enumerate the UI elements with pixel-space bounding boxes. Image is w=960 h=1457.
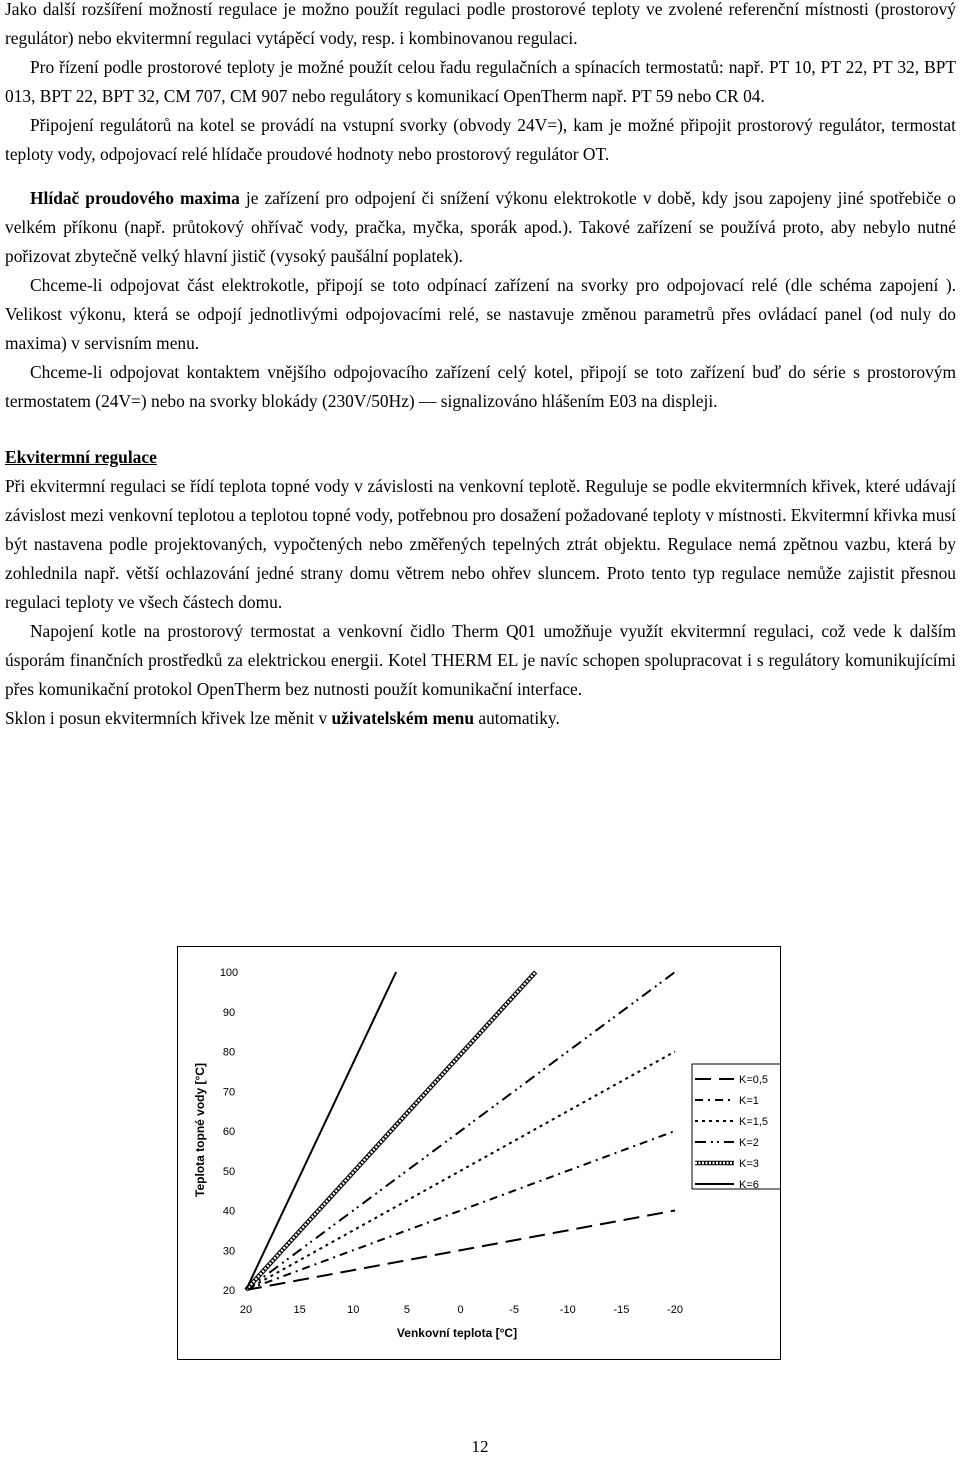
y-tick-labels [220,967,238,1297]
legend-label: K=3 [739,1158,759,1170]
series-lines [246,972,675,1290]
x-tick-label: 15 [293,1304,306,1316]
x-tick-label: -5 [509,1304,520,1316]
y-tick-label: 50 [222,1165,236,1178]
paragraph-regulator-connection: Připojení regulátorů na kotel se provádí na vstupní svorky (obvody 24V=), kam je možné připojit prostorový regulátor, termostat teploty vody, odpojovací relé hlídače proudové hodnoty nebo prostorový regulátor OT. [5,115,956,164]
y-tick-label: 70 [222,1086,236,1099]
equitherm-chart [177,946,781,1360]
y-tick-label: 80 [222,1046,236,1059]
series-line-k-6 [246,972,396,1290]
y-tick-label: 60 [222,1126,236,1138]
paragraph-current-monitor [5,184,956,271]
paragraph-equitherm-description: Při ekvitermní regulaci se řídí teplota topné vody v závislosti na venkovní teplotě. Reguluje se podle ekvitermních křivek, které udávají závislost mezi venkovní teplotou a teplotou topné vody, potřebnou pro dosažení požadované teploty v místnosti. Ekvitermní křivka musí být nastavena podle projektovaných, vypočtených nebo změřených tepelných ztrát objektu. Regulace nemá zpětnou vazbu, která by zohlednila např. větší ochlazování jedné strany domu větrem nebo ohřev sluncem. Proto tento typ regulace nemůže zajistit přesnou regulaci teploty ve všech částech domu. [5,476,956,612]
section-title-equitherm: Ekvitermní regulace [5,447,157,467]
y-tick-label: 100 [219,967,239,979]
current-monitor-term: Hlídač proudového maxima [30,188,240,208]
x-tick-label: -10 [559,1304,576,1316]
x-tick-labels [240,1304,683,1316]
legend-label: K=0,5 [739,1074,769,1086]
legend-label: K=2 [739,1137,759,1149]
text-block-top [5,0,956,733]
x-tick-label: -20 [667,1304,683,1316]
user-menu-term: uživatelském menu [331,708,474,728]
x-axis-label: Venkovní teplota [°C] [396,1326,518,1340]
x-tick-label: 5 [403,1304,410,1316]
series-line-k-3 [246,972,536,1290]
paragraph-full-disconnect: Chceme-li odpojovat kontaktem vnějšího odpojovacího zařízení celý kotel, připojí se toto zařízení buď do série s prostorovým termostatem (24V=) nebo na svorky blokády (230V/50Hz) — signalizováno hlášením E03 na displeji. [5,362,956,411]
chart-legend [692,1064,780,1191]
equitherm-chart-svg [178,947,780,1359]
series-line-k-1-5 [246,1052,675,1291]
y-tick-label: 30 [222,1245,236,1258]
y-tick-label: 20 [222,1285,236,1297]
legend-label: K=1,5 [739,1116,769,1128]
paragraph-outdoor-sensor: Napojení kotle na prostorový termostat a venkovní čidlo Therm Q01 umožňuje využít ekvitermní regulaci, což vede k dalším úsporám finančních prostředků za elektrickou energii. Kotel THERM EL je navíc schopen spolupracovat i s regulátory komunikujícími přes komunikační protokol OpenTherm bez nutnosti použít komunikační interface. [5,621,956,699]
paragraph-regulation-options: Jako další rozšíření možností regulace je možno použít regulaci podle prostorové teploty ve zvolené referenční místnosti (prostorový regulátor) nebo ekvitermní regulaci vytápěcí vody, resp. i kombinovanou regulaci. [5,0,956,48]
page-number: 12 [471,1437,489,1456]
curve-settings-post: automatiky. [474,708,560,728]
y-axis-label: Teplota topné vody [°C] [193,1063,207,1197]
x-tick-label: 10 [347,1304,360,1316]
paragraph-room-thermostats: Pro řízení podle prostorové teploty je možné použít celou řadu regulačních a spínacích termostatů: např. PT 10, PT 22, PT 32, BPT 013, BPT 22, BPT 32, CM 707, CM 907 nebo regulátory s komunikací OpenTherm např. PT 59 nebo CR 04. [5,57,956,106]
y-tick-label: 40 [222,1205,236,1218]
paragraph-partial-disconnect: Chceme-li odpojovat část elektrokotle, připojí se toto odpínací zařízení na svorky pro odpojovací relé (dle schéma zapojení ). Velikost výkonu, která se odpojí jednotlivými odpojovacími relé, se nastavuje změnou parametrů přes ovládací panel (od nuly do maxima) v servisním menu. [5,275,956,353]
y-tick-label: 90 [222,1006,236,1019]
curve-settings-pre: Sklon i posun ekvitermních křivek lze měnit v [5,708,332,728]
x-tick-label: 0 [457,1304,464,1316]
legend-label: K=1 [739,1095,759,1107]
current-monitor-text: je zařízení pro odpojení či snížení výkonu elektrokotle v době, kdy jsou zapojeny jiné spotřebiče o velkém příkonu (např. průtokový ohřívač vody, pračka, myčka, sporák apod.). Takové zařízení se používá proto, aby nebylo nutné pořizovat zbytečně velký hlavní jistič (vysoký paušální poplatek). [5,188,956,266]
x-tick-label: 20 [239,1304,253,1316]
legend-label: K=6 [739,1179,759,1191]
series-line-k-2 [246,972,675,1290]
x-tick-label: -15 [613,1304,630,1316]
paragraph-curve-settings [5,704,956,733]
